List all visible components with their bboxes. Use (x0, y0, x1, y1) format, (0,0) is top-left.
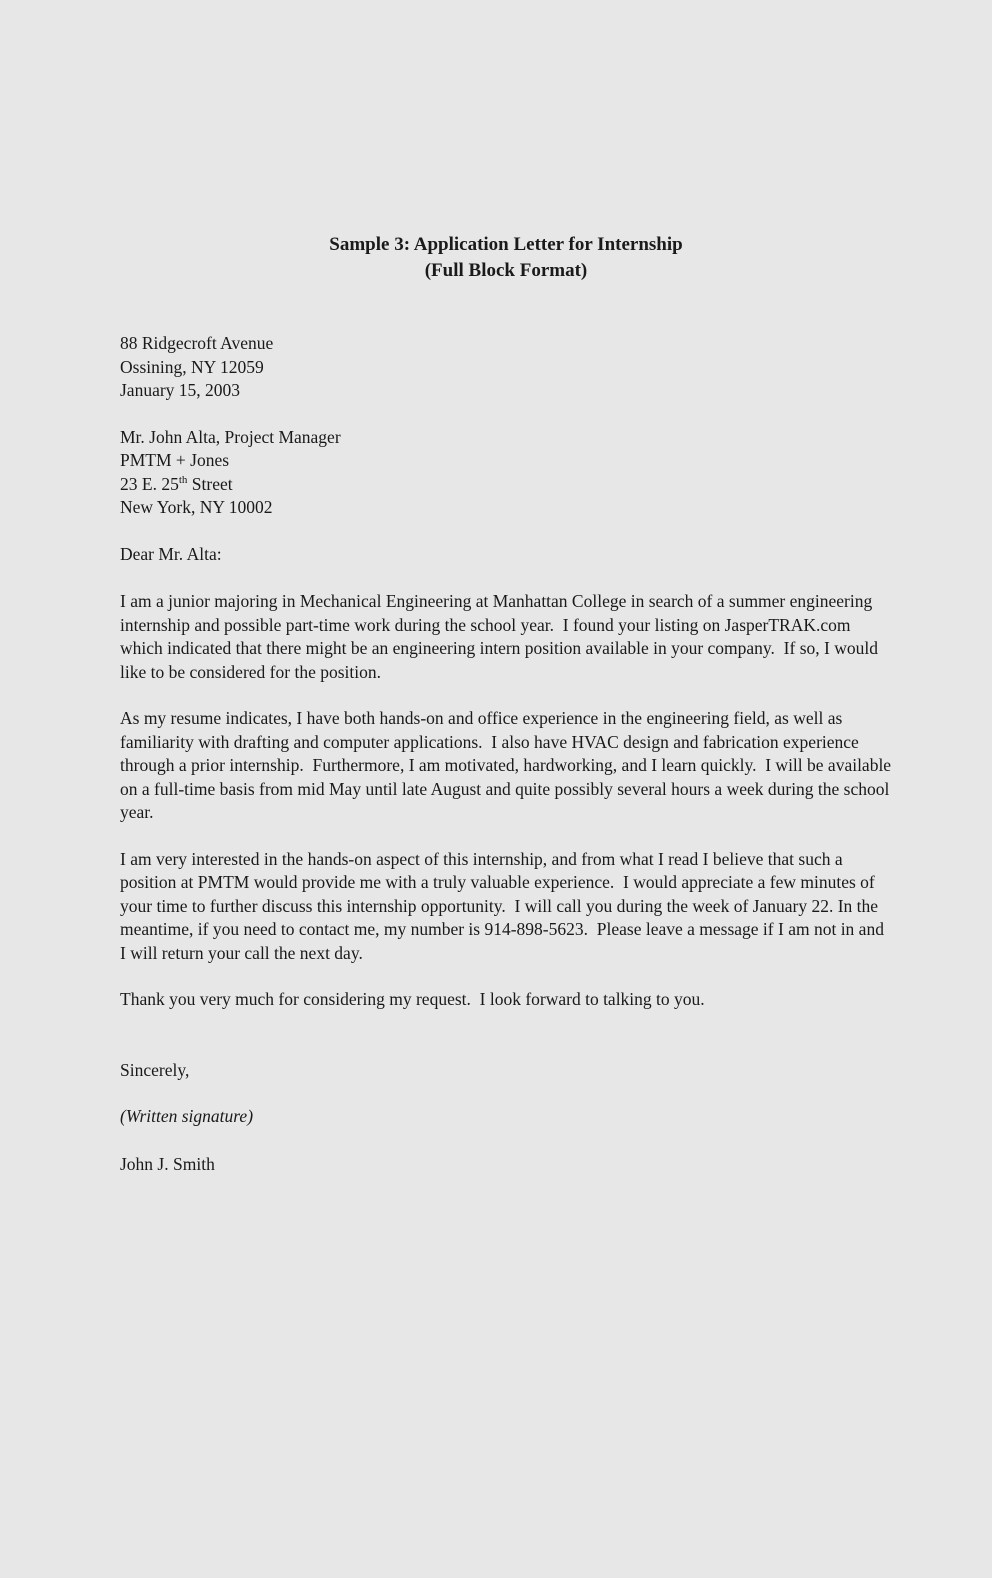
salutation: Dear Mr. Alta: (120, 543, 222, 564)
recipient-street-name: Street (187, 473, 233, 494)
valediction: Sincerely, (120, 1059, 190, 1080)
body-paragraph-2: As my resume indicates, I have both hands-on and office experience in the engineering field, as well as familiarity with drafting and computer applications. I also have HVAC design and fabrication experience through a prior internship. Furthermore, I am motivated, hardworking, and I learn quickly. I will be available on a full-time basis from mid May until late August and quite possibly several hours a week during the school year. (120, 708, 896, 822)
body-paragraph-3: I am very interested in the hands-on aspect of this internship, and from what I read I believe that such a position at PMTM would provide me with a truly valuable experience. I would appreciate a few minutes of your time to further discuss this internship opportunity. I will call you during the week of January 22. In the meantime, if you need to contact me, my number is 914-898-5623. Please leave a message if I am not in and I will return your call the next day. (120, 848, 889, 963)
recipient-street (120, 473, 892, 497)
recipient-city-state-zip: New York, NY 10002 (120, 497, 273, 517)
letter-format-subtitle: (Full Block Format) (424, 260, 588, 281)
signer-name: John J. Smith (120, 1153, 215, 1174)
recipient-company: PMTM + Jones (120, 450, 230, 470)
sender-address-block (120, 332, 892, 403)
signature-placeholder: (Written signature) (120, 1106, 254, 1126)
sender-city-state-zip: Ossining, NY 12059 (120, 356, 264, 377)
letter-heading (120, 232, 892, 284)
letter-title: Sample 3: Application Letter for Internship (329, 234, 683, 255)
recipient-street-ordinal: th (178, 473, 188, 486)
recipient-street-number: 23 E. 25 (120, 473, 179, 494)
sender-street: 88 Ridgecroft Avenue (120, 333, 274, 353)
body-paragraph-4: Thank you very much for considering my request. I look forward to talking to you. (120, 989, 705, 1009)
recipient-address-block (120, 426, 892, 520)
body-paragraph-1: I am a junior majoring in Mechanical Engineering at Manhattan College in search of a summer engineering internship and possible part-time work during the school year. I found your listing on JasperTRAK.com which indicated that there might be an engineering intern position available in your company. If so, I would like to be considered for the position. (120, 591, 883, 682)
letter-date: January 15, 2003 (120, 380, 241, 400)
recipient-name: Mr. John Alta, Project Manager (120, 426, 341, 447)
